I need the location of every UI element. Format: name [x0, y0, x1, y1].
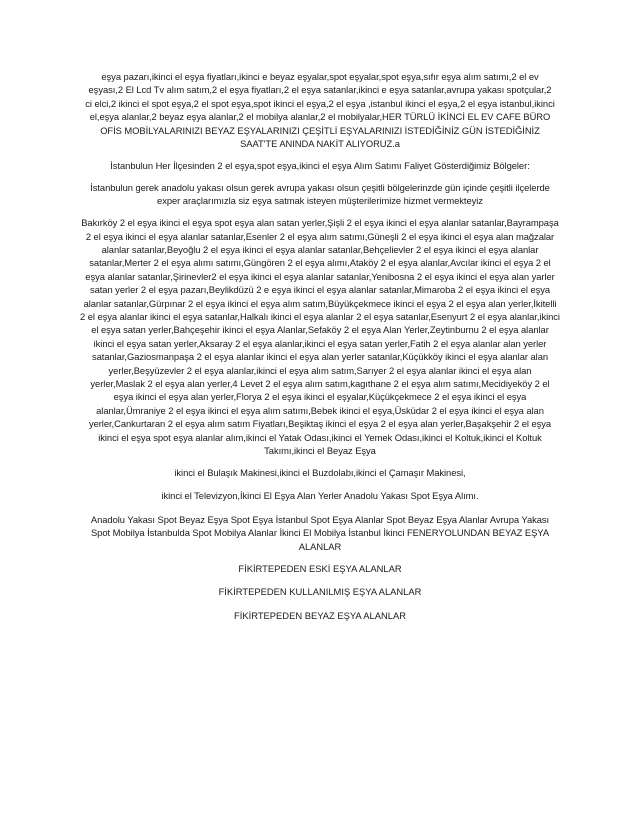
items-paragraph: ikinci el Bulaşık Makinesi,ikinci el Buzdolabı,ikinci el Çamaşır Makinesi,: [174, 466, 466, 478]
intro-paragraph: eşya pazarı,ikinci el eşya fiyatları,ikinci e beyaz eşyalar,spot eşyalar,spot eşya,sıfır eşya alım satımı,2 el ev eşyası,2 El Lcd Tv alım satım,2 el eşya fiyatları,2 el eşya satanlar,ikinci e eşya satanlar,avrupa yakası spotçular,2 ci elci,2 ikinci el spot eşya,2 el spot eşya,spot ikinci el eşya,2 el eşya ,istanbul ikinci el eşya,2 el eşya istanbul,ikinci el,eşya alanlar,2 beyaz eşya alanlar,2 el mobilya alanlar,2 el mobilyalar,HER TÜRLÜ İKİNCİ EL EV CAFE BÜRO OFİS MOBİLYALARINIZI BEYAZ EŞYALARINIZI ÇEŞİTLİ EŞYALARINIZI İSTEDİĞİNİZ GÜN İSTEDİĞİNİZ SAAT'TE ANINDA NAKİT ALIYORUZ.a: [85, 71, 555, 150]
heading-kullanilmis-esya: FİKİRTEPEDEN KULLANILMIŞ EŞYA ALANLAR: [218, 586, 422, 598]
districts-paragraph: Bakırköy 2 el eşya ikinci el eşya spot eşya alan satan yerler,Şişli 2 el eşya ikinci el eşya alanlar satanlar,Bayrampaşa 2 el eşya ikinci el eşya alanlar satanlar,Esenler 2 el eşya alım satımı,Güneşli 2 el eşya ikinci el eşya alan mağzalar alanlar satanlar,Beyoğlu 2 el eşya ikinci el eşya alanlar satanlar,Behçelievler 2 el eşya ikinci el eşya alanlar satanlar,Merter 2 el eşya alımı satımı,Güngören 2 el eşya alımı,Ataköy 2 el eşya alanlar,Avcılar ikinci el eşya 2 el eşya alanlar satanlar,Şirinevler2 el eşya ikinci el eşya alanlar satanlar,Yenibosna 2 el eşya ikinci el eşya alan yarler satan yerler 2 el eşya pazarı,Beylikdüzü 2 e eşya ikinci el eşya alanlar satanlar,Mimaroba 2 el eşya ikinci el eşya alanlar satanlar,Gürpınar 2 el eşya ikinci el eşya alım satım,Büyükçekmece ikinci el eşya 2 el eşya alan yerler,İkitelli 2 el eşya alanlar ikinci el eşya satanlar,Halkalı ikinci el eşya alanlar 2 el eşya satanlar,Esenyurt 2 el eşya alanlar,ikinci el eşya satan yerler,Bahçeşehir ikinci el eşya Alanlar,Sefaköy 2 el eşya Alan Yerler,Zeytinburnu 2 el eşya alanlar ikinci el eşya satan yerler,Aksaray 2 el eşya alanlar,ikinci el eşya satan yerler,Fatih 2 el eşya alanlar alan yerler satanlar,Gaziosmanpaşa 2 el eşya alanlar ikinci el eşya alan yerler satanlar,Küçükköy ikinci el eşya alanlar alan yerler,Beşyüzevler 2 el eşya alanlar,ikinci el eşya alım satım,Sarıyer 2 el eşya alanlar ikinci el eşya alan yerler,Maslak 2 el eşya alan yerler,4 Levet 2 el eşya alım satım,kagıthane 2 el eşya alım satımı,Mecidiyeköy 2 el eşya ikinci el eşya alan yerler,Florya 2 el eşya ikinci el eşyalar,Küçükçekmece 2 el eşya ikinci el eşya alanlar,Ümraniye 2 el eşya ikinci el eşya alım satımı,Bebek ikinci el eşya,Üsküdar 2 el eşya ikinci el eşya alan yerler,Cankurtaran 2 el eşya alım satım Fiyatları,Beşiktaş ikinci el eşya 2 el eşya alan yerler,Başakşehir 2 el eşya ikinci el eşya spot eşya alanlar alım,ikinci el Yatak Odası,ikinci el Yemek Odası,ikinci el Koltuk,ikinci el Koltuk Takımı,ikinci el Beyaz Eşya: [80, 217, 560, 457]
anadolu-paragraph: Anadolu Yakası Spot Beyaz Eşya Spot Eşya İstanbul Spot Eşya Alanlar Spot Beyaz Eşya Alanlar Avrupa Yakası Spot Mobilya İstanbulda Spot Mobilya Alanlar İkinci El Mobilya İstanbul İkinci FENERYOLUNDAN BEYAZ EŞYA ALANLAR: [90, 513, 550, 552]
regions-paragraph: İstanbulun Her İlçesinden 2 el eşya,spot eşya,ikinci el eşya Alım Satımı Faliyet Gösterdiğimiz Bölgeler:: [110, 159, 530, 171]
tv-paragraph: ikinci el Televizyon,İkinci El Eşya Alan Yerler Anadolu Yakası Spot Eşya Alımı.: [161, 490, 479, 502]
istanbul-paragraph: İstanbulun gerek anadolu yakası olsun gerek avrupa yakası olsun çeşitli bölgelerinzde gün içinde çeşitli ilçelerde exper araçlarımızla siz eşya satmak isteyen müşterilerimize hizmet vermekteyiz: [90, 181, 550, 207]
document-page: [80, 70, 560, 633]
heading-eski-esya: FİKİRTEPEDEN ESKİ EŞYA ALANLAR: [238, 562, 402, 574]
heading-beyaz-esya: FİKİRTEPEDEN BEYAZ EŞYA ALANLAR: [234, 610, 406, 622]
